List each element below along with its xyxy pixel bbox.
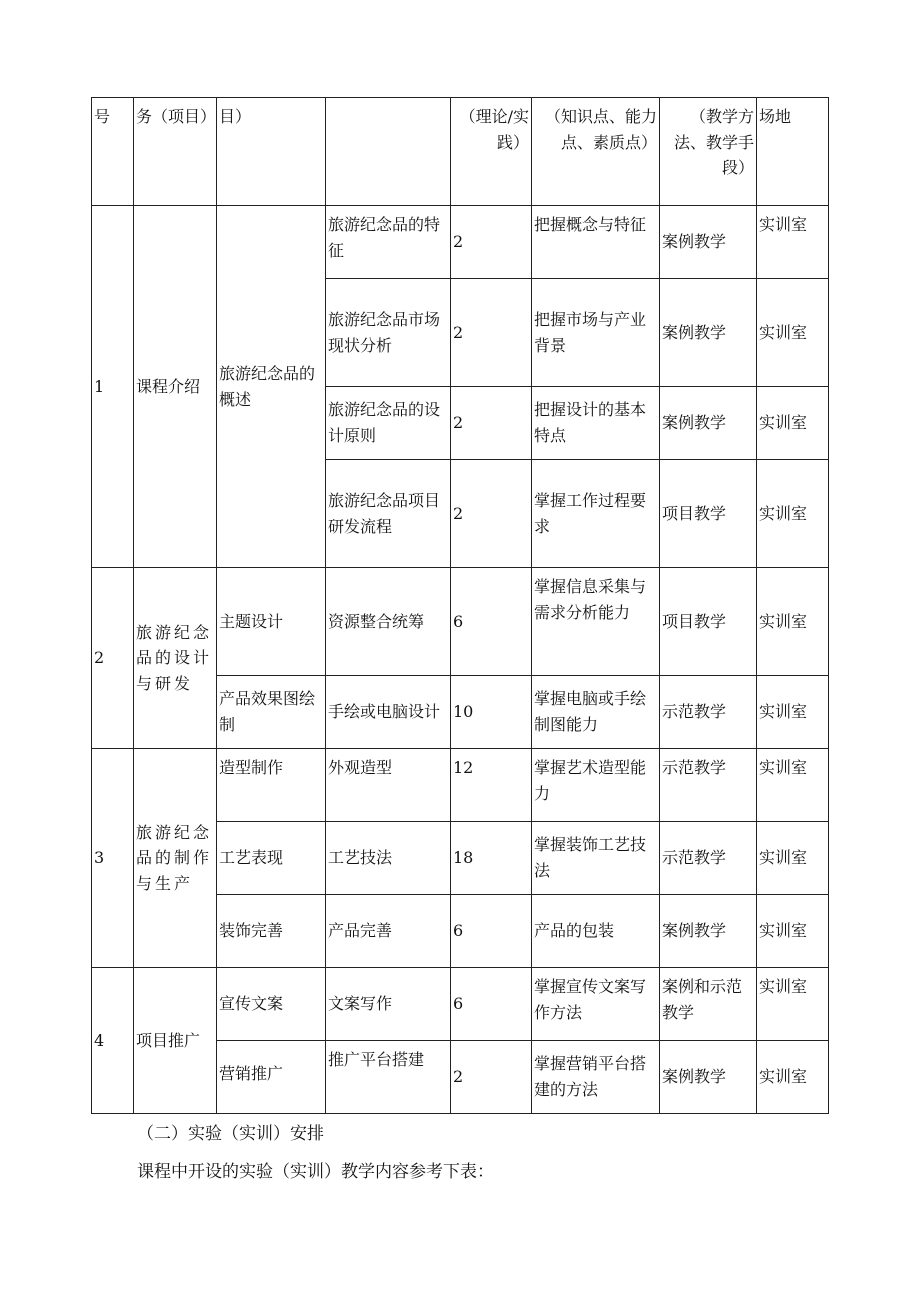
goal-cell: 掌握装饰工艺技法 xyxy=(532,822,660,895)
hours-cell: 2 xyxy=(451,206,532,279)
hours-cell: 10 xyxy=(451,676,532,749)
place-cell: 实训室 xyxy=(757,568,829,676)
row-number: 4 xyxy=(92,968,134,1114)
place-cell: 实训室 xyxy=(757,968,829,1041)
content-cell: 工艺技法 xyxy=(326,822,451,895)
content-cell: 产品完善 xyxy=(326,895,451,968)
module-cell: 宣传文案 xyxy=(217,968,326,1041)
hours-cell: 6 xyxy=(451,568,532,676)
goal-cell: 掌握电脑或手绘制图能力 xyxy=(532,676,660,749)
header-content xyxy=(326,98,451,206)
goal-cell: 产品的包装 xyxy=(532,895,660,968)
method-cell: 项目教学 xyxy=(660,460,757,568)
table-header-row xyxy=(92,98,829,206)
table-row xyxy=(92,568,829,676)
header-place: 场地 xyxy=(757,98,829,206)
method-cell: 案例教学 xyxy=(660,895,757,968)
row-number: 1 xyxy=(92,206,134,568)
task-cell: 旅游纪念品的制作与生产 xyxy=(134,749,217,968)
content-cell: 旅游纪念品的特征 xyxy=(326,206,451,279)
header-hours: （理论/实践） xyxy=(451,98,532,206)
method-cell: 案例教学 xyxy=(660,1041,757,1114)
method-cell: 项目教学 xyxy=(660,568,757,676)
module-cell: 营销推广 xyxy=(217,1041,326,1114)
goal-cell: 掌握营销平台搭建的方法 xyxy=(532,1041,660,1114)
method-cell: 案例教学 xyxy=(660,206,757,279)
place-cell: 实训室 xyxy=(757,895,829,968)
hours-cell: 6 xyxy=(451,895,532,968)
module-cell: 造型制作 xyxy=(217,749,326,822)
hours-cell: 6 xyxy=(451,968,532,1041)
module-cell: 工艺表现 xyxy=(217,822,326,895)
header-goal: （知识点、能力点、素质点） xyxy=(532,98,660,206)
hours-cell: 2 xyxy=(451,1041,532,1114)
place-cell: 实训室 xyxy=(757,749,829,822)
content-cell: 旅游纪念品的设计原则 xyxy=(326,387,451,460)
place-cell: 实训室 xyxy=(757,676,829,749)
header-method: （教学方法、教学手段） xyxy=(660,98,757,206)
place-cell: 实训室 xyxy=(757,279,829,387)
hours-cell: 12 xyxy=(451,749,532,822)
task-cell: 项目推广 xyxy=(134,968,217,1114)
task-cell: 课程介绍 xyxy=(134,206,217,568)
content-cell: 文案写作 xyxy=(326,968,451,1041)
content-cell: 推广平台搭建 xyxy=(326,1041,451,1114)
header-module: 目） xyxy=(217,98,326,206)
goal-cell: 把握概念与特征 xyxy=(532,206,660,279)
method-cell: 案例和示范教学 xyxy=(660,968,757,1041)
content-cell: 资源整合统筹 xyxy=(326,568,451,676)
goal-cell: 掌握宣传文案写作方法 xyxy=(532,968,660,1041)
goal-cell: 把握市场与产业背景 xyxy=(532,279,660,387)
method-cell: 案例教学 xyxy=(660,387,757,460)
module-cell: 装饰完善 xyxy=(217,895,326,968)
place-cell: 实训室 xyxy=(757,822,829,895)
table-row xyxy=(92,749,829,822)
goal-cell: 掌握艺术造型能力 xyxy=(532,749,660,822)
place-cell: 实训室 xyxy=(757,387,829,460)
content-cell: 外观造型 xyxy=(326,749,451,822)
hours-cell: 2 xyxy=(451,387,532,460)
header-number: 号 xyxy=(92,98,134,206)
place-cell: 实训室 xyxy=(757,460,829,568)
course-plan-table xyxy=(91,97,829,1114)
content-cell: 旅游纪念品项目研发流程 xyxy=(326,460,451,568)
goal-cell: 掌握信息采集与需求分析能力 xyxy=(532,568,660,676)
row-number: 2 xyxy=(92,568,134,749)
module-cell: 产品效果图绘制 xyxy=(217,676,326,749)
module-cell: 主题设计 xyxy=(217,568,326,676)
table-row xyxy=(92,206,829,279)
method-cell: 示范教学 xyxy=(660,749,757,822)
place-cell: 实训室 xyxy=(757,206,829,279)
table-row xyxy=(92,968,829,1041)
method-cell: 案例教学 xyxy=(660,279,757,387)
row-number: 3 xyxy=(92,749,134,968)
content-cell: 旅游纪念品市场现状分析 xyxy=(326,279,451,387)
goal-cell: 掌握工作过程要求 xyxy=(532,460,660,568)
method-cell: 示范教学 xyxy=(660,822,757,895)
hours-cell: 18 xyxy=(451,822,532,895)
method-cell: 示范教学 xyxy=(660,676,757,749)
place-cell: 实训室 xyxy=(757,1041,829,1114)
goal-cell: 把握设计的基本特点 xyxy=(532,387,660,460)
hours-cell: 2 xyxy=(451,460,532,568)
section-heading: （二）实验（实训）安排 xyxy=(137,1124,324,1144)
content-cell: 手绘或电脑设计 xyxy=(326,676,451,749)
task-cell: 旅游纪念品的设计与研发 xyxy=(134,568,217,749)
section-paragraph: 课程中开设的实验（实训）教学内容参考下表： xyxy=(137,1162,494,1182)
hours-cell: 2 xyxy=(451,279,532,387)
header-task: 务（项目） xyxy=(134,98,217,206)
module-cell: 旅游纪念品的概述 xyxy=(217,206,326,568)
